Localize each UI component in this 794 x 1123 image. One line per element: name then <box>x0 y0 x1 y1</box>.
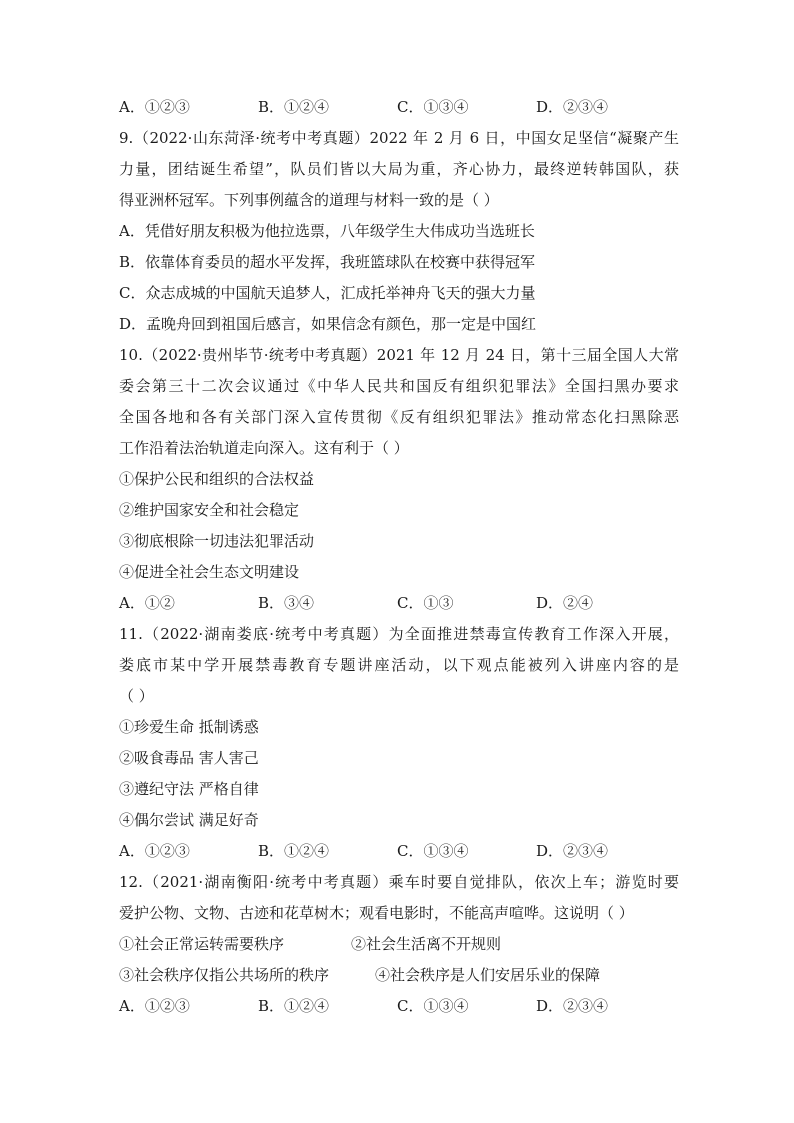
q11-item-3: ③遵纪守法 严格自律 <box>119 780 259 798</box>
q11-stem-line: 11.（2022·湖南娄底·统考中考真题）为全面推进禁毒宣传教育工作深入开展， <box>119 625 679 643</box>
q11-stem-line: 娄底市某中学开展禁毒教育专题讲座活动，以下观点能被列入讲座内容的是 <box>119 656 679 674</box>
q12-item-4: ④社会秩序是人们安居乐业的保障 <box>375 966 601 984</box>
q12-item-2: ②社会生活离不开规则 <box>351 935 502 953</box>
q10-option-b[interactable]: B．③④ <box>258 594 315 612</box>
q10-stem-line: 10.（2022·贵州毕节·统考中考真题）2021 年 12 月 24 日，第十三届全国人大常 <box>119 346 679 364</box>
q12-options <box>119 991 679 1022</box>
q9-option-a[interactable]: A．凭借好朋友积极为他拉选票，八年级学生大伟成功当选班长 <box>119 222 535 240</box>
q12-option-a[interactable]: A．①②③ <box>119 997 190 1015</box>
q10-option-a[interactable]: A．①② <box>119 594 175 612</box>
q12-item-3: ③社会秩序仅指公共场所的秩序 <box>119 966 330 984</box>
question-9 <box>119 123 679 340</box>
q11-item-1: ①珍爱生命 抵制诱惑 <box>119 718 259 736</box>
q12-option-c[interactable]: C．①③④ <box>397 997 469 1015</box>
q10-stem-line: 委会第三十二次会议通过《中华人民共和国反有组织犯罪法》全国扫黑办要求 <box>119 377 679 395</box>
q12-items-row <box>119 929 679 960</box>
q9-stem-line: 9.（2022·山东菏泽·统考中考真题）2022 年 2 月 6 日，中国女足坚信“凝聚产生 <box>119 129 679 147</box>
q9-stem-line: 得亚洲杯冠军。下列事例蕴含的道理与材料一致的是（ ） <box>119 191 499 209</box>
q9-stem-line: 力量，团结诞生希望”，队员们皆以大局为重，齐心协力，最终逆转韩国队，获 <box>119 160 679 178</box>
q8-option-d[interactable]: D．②③④ <box>536 98 609 116</box>
q10-options <box>119 588 679 619</box>
q11-option-d[interactable]: D．②③④ <box>536 842 609 860</box>
q10-item-3: ③彻底根除一切违法犯罪活动 <box>119 532 315 550</box>
q8-option-b[interactable]: B．①②④ <box>258 98 330 116</box>
q12-stem-line: 12.（2021·湖南衡阳·统考中考真题）乘车时要自觉排队，依次上车；游览时要 <box>119 873 679 891</box>
q10-item-4: ④促进全社会生态文明建设 <box>119 563 300 581</box>
q8-option-c[interactable]: C．①③④ <box>397 98 469 116</box>
q9-option-d[interactable]: D．孟晚舟回到祖国后感言，如果信念有颜色，那一定是中国红 <box>119 315 537 333</box>
q11-option-c[interactable]: C．①③④ <box>397 842 469 860</box>
q9-option-b[interactable]: B．依靠体育委员的超水平发挥，我班篮球队在校赛中获得冠军 <box>119 253 536 271</box>
q11-option-a[interactable]: A．①②③ <box>119 842 190 860</box>
question-content <box>119 92 679 1022</box>
q11-options <box>119 836 679 867</box>
q12-option-b[interactable]: B．①②④ <box>258 997 330 1015</box>
q10-item-2: ②维护国家安全和社会稳定 <box>119 501 300 519</box>
q12-stem-line: 爱护公物、文物、古迹和花草树木；观看电影时，不能高声喧哗。这说明（ ） <box>119 904 634 922</box>
q12-item-1: ①社会正常运转需要秩序 <box>119 935 285 953</box>
q10-option-d[interactable]: D．②④ <box>536 594 594 612</box>
q10-item-1: ①保护公民和组织的合法权益 <box>119 470 315 488</box>
q11-item-2: ②吸食毒品 害人害己 <box>119 749 259 767</box>
q11-stem-line: （ ） <box>119 687 154 705</box>
q12-option-d[interactable]: D．②③④ <box>536 997 609 1015</box>
q8-option-a[interactable]: A．①②③ <box>119 98 190 116</box>
q10-stem-line: 工作沿着法治轨道走向深入。这有利于（ ） <box>119 439 409 457</box>
q10-stem-line: 全国各地和各有关部门深入宣传贯彻《反有组织犯罪法》推动常态化扫黑除恶 <box>119 408 679 426</box>
q8-options <box>119 92 679 123</box>
q9-option-c[interactable]: C．众志成城的中国航天追梦人，汇成托举神舟飞天的强大力量 <box>119 284 536 302</box>
q11-item-4: ④偶尔尝试 满足好奇 <box>119 811 259 829</box>
q11-option-b[interactable]: B．①②④ <box>258 842 330 860</box>
question-10 <box>119 340 679 619</box>
question-12 <box>119 867 679 1022</box>
q10-option-c[interactable]: C．①③ <box>397 594 454 612</box>
q12-items-row <box>119 960 679 991</box>
question-11 <box>119 619 679 867</box>
